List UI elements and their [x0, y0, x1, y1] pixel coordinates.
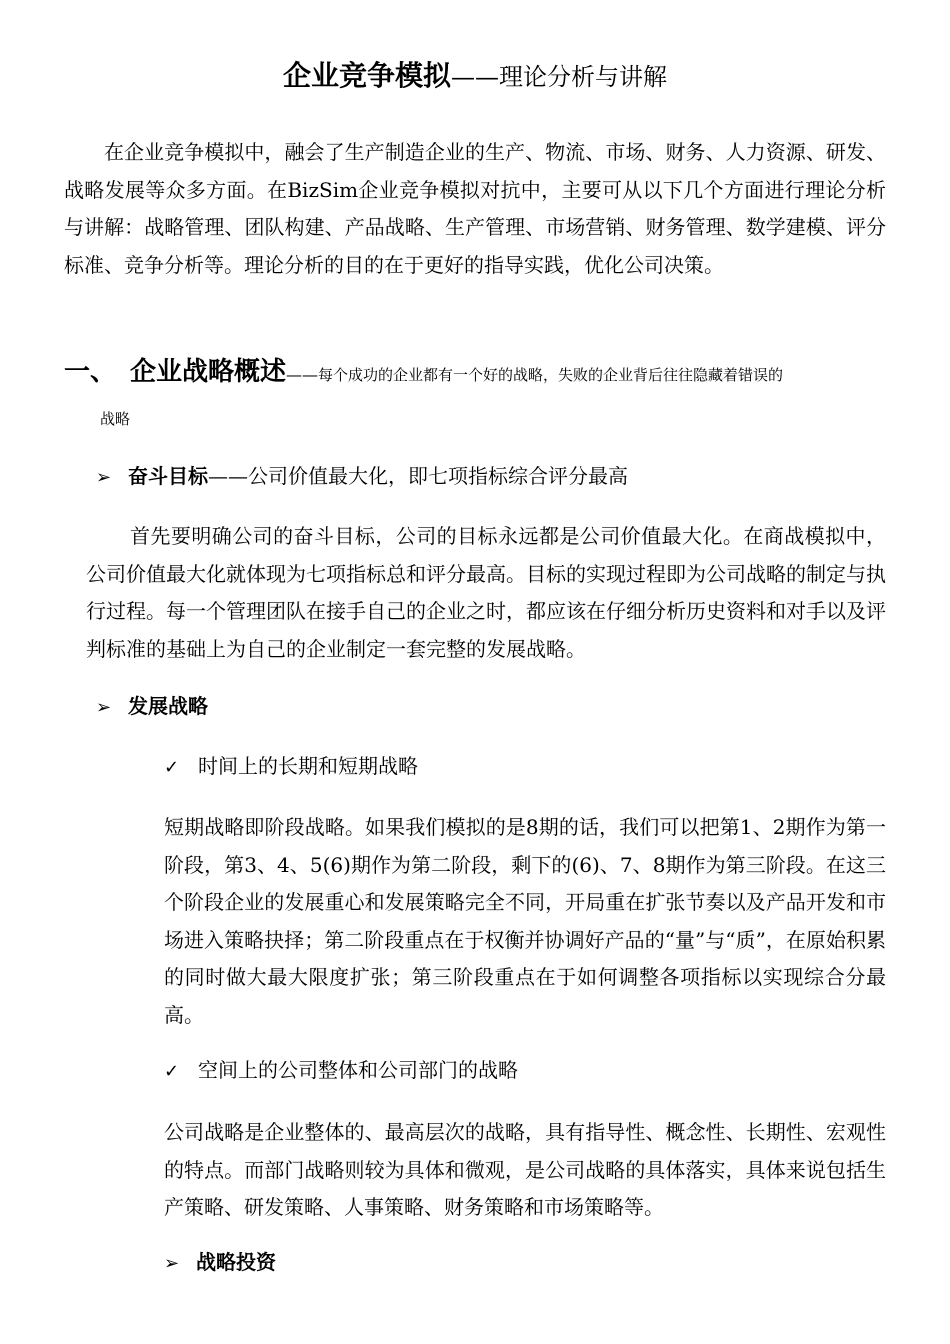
- arrow-bullet-icon: ➢: [96, 467, 112, 488]
- section-heading-1: [64, 352, 886, 395]
- title-sub: ——理论分析与讲解: [451, 63, 667, 91]
- check-bullet-icon: ✓: [164, 1061, 180, 1082]
- time-strategy-paragraph: 短期战略即阶段战略。如果我们模拟的是8期的话，我们可以把第1、2期作为第一阶段，第3、4、5(6)期作为第二阶段，剩下的(6)、7、8期作为第三阶段。在这三个阶段企业的发展重心和发展策略完全不同，开局重在扩张节奏以及产品开发和市场进入策略抉择；第二阶段重点在于权衡并协调好产品的“量”与“质”，在原始积累的同时做大最大限度扩张；第三阶段重点在于如何调整各项指标以实现综合分最高。: [164, 815, 886, 1027]
- goal-heading: 奋斗目标: [128, 464, 208, 488]
- goal-paragraph: 首先要明确公司的奋斗目标，公司的目标永远都是公司价值最大化。在商战模拟中，公司价值最大化就体现为七项指标总和评分最高。目标的实现过程即为公司战略的制定与执行过程。每一个管理团队在接手自己的企业之时，都应该在仔细分析历史资料和对手以及评判标准的基础上为自己的企业制定一套完整的发展战略。: [86, 524, 886, 661]
- arrow-bullet-icon: ➢: [96, 697, 112, 718]
- section-tagline: 每个成功的企业都有一个好的战略，失败的企业背后往往隐藏着错误的: [318, 366, 784, 384]
- section-heading-text: 企业战略概述: [130, 357, 287, 387]
- check-item-space: [164, 1054, 518, 1088]
- section-number: 一、: [64, 357, 117, 387]
- check-item-time-label: 时间上的长期和短期战略: [198, 754, 418, 778]
- arrow-bullet-icon: ➢: [164, 1253, 180, 1274]
- space-strategy-paragraph: 公司战略是企业整体的、最高层次的战略，具有指导性、概念性、长期性、宏观性的特点。而部门战略则较为具体和微观，是公司战略的具体落实，具体来说包括生产策略、研发策略、人事策略、财务策略和市场策略等。: [164, 1120, 886, 1219]
- investment-heading: 战略投资: [196, 1250, 276, 1274]
- goal-heading-rest: ——公司价值最大化，即七项指标综合评分最高: [208, 464, 628, 488]
- subheading-goal: [96, 460, 628, 494]
- check-item-time: [164, 750, 418, 784]
- title-main: 企业竞争模拟: [282, 59, 451, 92]
- section-tagline-cont: 战略: [100, 410, 131, 428]
- intro-paragraph: 在企业竞争模拟中，融会了生产制造企业的生产、物流、市场、财务、人力资源、研发、战略发展等众多方面。在BizSim企业竞争模拟对抗中，主要可从以下几个方面进行理论分析与讲解：战略管理、团队构建、产品战略、生产管理、市场营销、财务管理、数学建模、评分标准、竞争分析等。理论分析的目的在于更好的指导实践，优化公司决策。: [64, 140, 886, 277]
- development-heading: 发展战略: [128, 694, 208, 718]
- check-bullet-icon: ✓: [164, 757, 180, 778]
- page-title: [0, 56, 950, 97]
- subheading-development: [96, 690, 208, 724]
- subheading-investment: [164, 1246, 276, 1280]
- check-item-space-label: 空间上的公司整体和公司部门的战略: [198, 1058, 518, 1082]
- section-dash: ——: [286, 365, 319, 384]
